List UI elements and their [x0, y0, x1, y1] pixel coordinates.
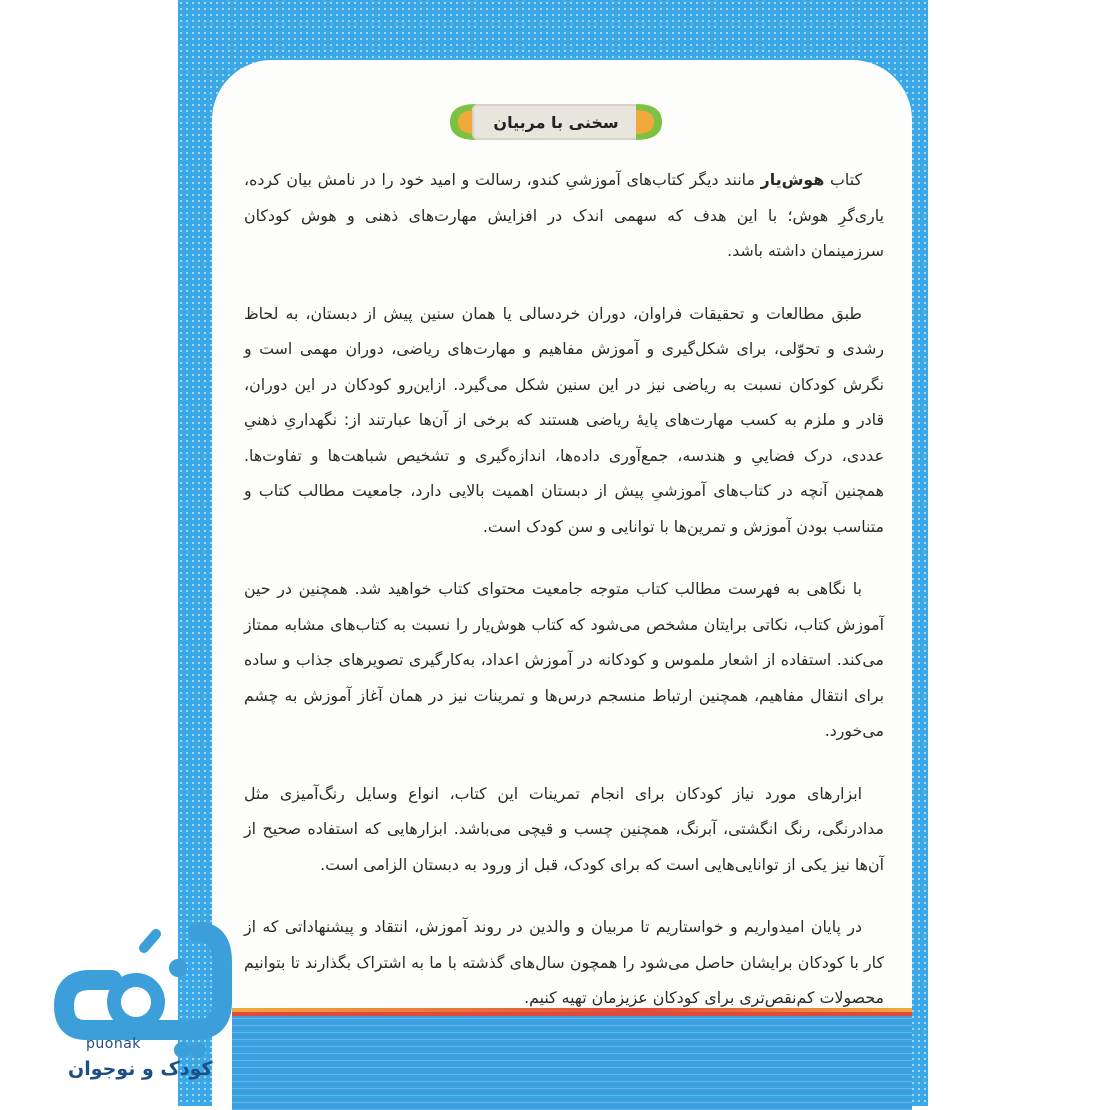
- paragraph-5: در پایان امیدواریم و خواستاریم تا مربیان و والدین در روند آموزش، انتقاد و پیشنهاداتی که از کار با کودکان برایشان حاصل می‌شود را همچون سال‌های گذشته با ما به اشتراک بگذارند تا بتوانیم محصولات کم‌نقص‌تری برای کودکان عزیزمان تهیه کنیم.: [244, 917, 884, 1007]
- book-name: هوش‌یار: [760, 170, 825, 189]
- header-right-ornament-icon: [636, 102, 666, 142]
- section-header: [446, 102, 666, 142]
- logo-persian-text: کودک و نوجوان: [68, 1058, 213, 1080]
- body-text: [244, 162, 884, 1043]
- paragraph-1-pre: کتاب: [824, 170, 862, 189]
- logo-latin-text: puonak: [86, 1036, 141, 1052]
- paragraph-1: [244, 162, 884, 269]
- paragraph-4: ابزارهای مورد نیاز کودکان برای انجام تمرینات این کتاب، انواع وسایل رنگ‌آمیزی مثل مدادرنگی، رنگ انگشتی، آبرنگ، همچنین چسب و قیچی می‌باشد. ابزارهایی که استفاده صحیح از آن‌ها نیز یکی از توانایی‌هایی است که برای کودک، قبل از ورود به دبستان الزامی است.: [244, 783, 884, 874]
- paragraph-3: با نگاهی به فهرست مطالب کتاب متوجه جامعیت محتوای کتاب خواهید شد. همچنین در حین آموزش کتاب، نکاتی برایتان مشخص می‌شود که کتاب هوش‌یار را نسبت به کتاب‌های مشابه ممتاز می‌کند. استفاده از اشعار ملموس و کودکانه در آموزش اعداد، به‌کارگیری تصویرهای جذاب و ساده برای انتقال مفاهیم، همچنین ارتباط منسجم درس‌ها و تمرینات نیز در همان آغاز آموزش به چشم می‌خورد.: [244, 579, 884, 740]
- paragraph-1-post: مانند دیگر کتاب‌های آموزشیِ کندو، رسالت و امید خود را در نامش بیان کرده، یاری‌گرِ هوش؛ با این هدف که سهمی اندک در افزایش مهارت‌های ذهنی و هوش کودکان سرزمینمان داشته باشد.: [244, 170, 884, 260]
- paragraph-2: طبق مطالعات و تحقیقات فراوان، دوران خردسالی یا همان سنین پیش از دبستان، به لحاظ رشدی و تحوّلی، برای شکل‌گیری و آموزش مفاهیم و مهارت‌های ریاضی، دوران مهمی است و نگرش کودکان نسبت به ریاضی نیز در این سنین شکل می‌گیرد. ازاین‌رو کودکان در این دوران، قادر و ملزم به کسب مهارت‌های پایهٔ ریاضی هستند که برخی از آن‌ها عبارتند از: نگهداریِ ذهنیِ عددی، درک فضاییِ و هندسه، جمع‌آوری داده‌ها، اندازه‌گیری و تشخیص شباهت‌ها و تفاوت‌ها. همچنین آنچه در کتاب‌های آموزشیِ پیش از دبستان اهمیت بالایی دارد، جامعیت مطالب کتاب و متناسب بودن آموزش و تمرین‌ها با توانایی و سن کودک است.: [244, 303, 884, 536]
- page-title: سخنی با مربیان: [472, 104, 640, 140]
